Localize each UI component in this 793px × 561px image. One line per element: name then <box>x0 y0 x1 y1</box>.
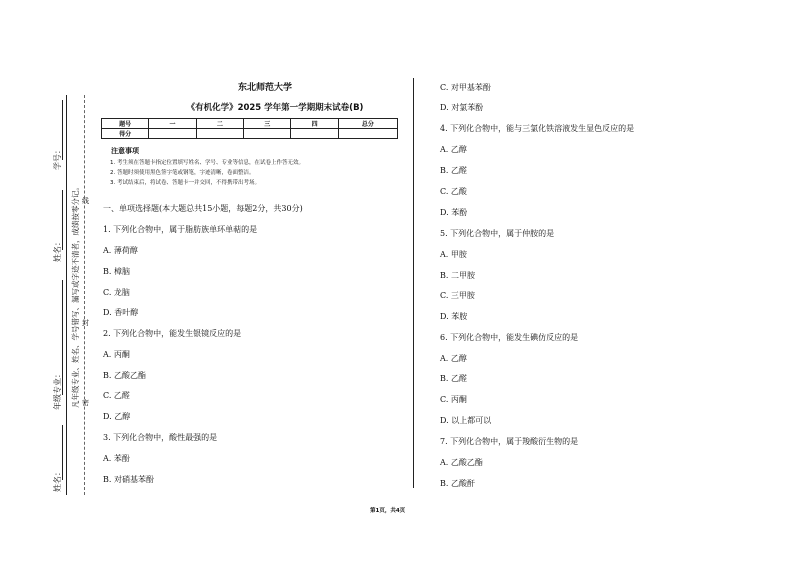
page-number: 第1页，共4页 <box>370 508 406 514</box>
name-label: 姓名： <box>53 238 62 262</box>
option-line: C. 对甲基苯酚 <box>440 83 491 92</box>
name-underline <box>62 190 63 250</box>
exam-title: 《有机化学》2025 学年第一学期期末试卷(B) <box>186 103 364 113</box>
option-line: B. 乙醛 <box>440 166 467 175</box>
college-label: 姓名： <box>53 468 62 492</box>
option-line: D. 对氯苯酚 <box>440 103 484 112</box>
option-line: B. 乙酸乙酯 <box>103 371 146 380</box>
option-line: C. 龙脑 <box>103 288 130 297</box>
score-table <box>101 118 398 139</box>
score-cell-empty <box>291 129 338 139</box>
university-name: 东北师范大学 <box>237 83 292 93</box>
score-cell: 二 <box>196 119 243 129</box>
student-id-underline <box>62 100 63 160</box>
question-line: 3. 下列化合物中，酸性最强的是 <box>103 433 218 442</box>
student-id-label: 学号： <box>53 146 62 170</box>
score-cell: 一 <box>149 119 196 129</box>
major-underline <box>62 280 63 395</box>
option-line: B. 对硝基苯酚 <box>103 475 154 484</box>
option-line: C. 三甲胺 <box>440 291 475 300</box>
score-cell: 四 <box>291 119 338 129</box>
binding-line-outer <box>66 95 67 495</box>
question-line: 6. 下列化合物中，能发生碘仿反应的是 <box>440 333 579 342</box>
score-cell: 题号 <box>102 119 149 129</box>
binding-warning: 凡年级专业、姓名、学号错写、漏写或字迹不清者，成绩按零分记。 <box>71 183 80 408</box>
college-underline <box>62 425 63 480</box>
option-line: A. 薄荷醇 <box>103 246 138 255</box>
option-line: A. 乙醇 <box>440 145 467 154</box>
option-line: C. 乙醛 <box>103 391 130 400</box>
option-line: D. 苯酚 <box>440 208 468 217</box>
score-cell: 三 <box>244 119 291 129</box>
option-line: A. 苯酚 <box>103 454 130 463</box>
option-line: A. 乙酸乙酯 <box>440 458 483 467</box>
option-line: C. 乙酸 <box>440 187 467 196</box>
option-line: D. 乙醇 <box>103 412 131 421</box>
section-title: 一、单项选择题(本大题总共15小题，每题2分，共30分) <box>103 204 303 213</box>
score-cell-empty <box>196 129 243 139</box>
score-table-header-row <box>102 119 398 129</box>
note-item: 1. 考生须在答题卡指定位置填写姓名、学号、专业等信息，在试卷上作答无效。 <box>110 160 304 166</box>
option-line: B. 乙醛 <box>440 374 467 383</box>
major-label: 年级专业： <box>53 370 62 410</box>
option-line: A. 甲胺 <box>440 250 467 259</box>
column-divider <box>413 78 414 488</box>
option-line: A. 乙醇 <box>440 354 467 363</box>
score-cell-empty <box>338 129 397 139</box>
score-table-score-row <box>102 129 398 139</box>
score-cell-empty <box>149 129 196 139</box>
seal-char-xian: 线 <box>82 197 89 205</box>
note-item: 2. 答题时须使用黑色签字笔或钢笔，字迹清晰，卷面整洁。 <box>110 170 255 176</box>
option-line: D. 以上都可以 <box>440 416 492 425</box>
option-line: D. 苯胺 <box>440 312 468 321</box>
notes-title: 注意事项 <box>111 147 139 155</box>
note-item: 3. 考试结束后，将试卷、答题卡一并交回，不得携带出考场。 <box>110 180 260 186</box>
score-cell: 得分 <box>102 129 149 139</box>
question-line: 2. 下列化合物中，能发生银镜反应的是 <box>103 329 242 338</box>
option-line: B. 二甲胺 <box>440 271 475 280</box>
score-cell: 总分 <box>338 119 397 129</box>
option-line: C. 丙酮 <box>440 395 467 404</box>
option-line: A. 丙酮 <box>103 350 130 359</box>
score-cell-empty <box>244 129 291 139</box>
seal-char-mi: 密 <box>82 399 89 407</box>
seal-char-feng: 封 <box>82 319 89 327</box>
question-line: 5. 下列化合物中，属于仲胺的是 <box>440 229 555 238</box>
question-line: 4. 下列化合物中，能与三氯化铁溶液发生显色反应的是 <box>440 124 635 133</box>
option-line: D. 香叶醇 <box>103 308 139 317</box>
question-line: 1. 下列化合物中，属于脂肪族单环单萜的是 <box>103 225 258 234</box>
question-line: 7. 下列化合物中，属于羧酸衍生物的是 <box>440 437 579 446</box>
binding-line-dashed <box>84 95 85 495</box>
option-line: B. 樟脑 <box>103 267 130 276</box>
option-line: B. 乙酸酐 <box>440 479 475 488</box>
